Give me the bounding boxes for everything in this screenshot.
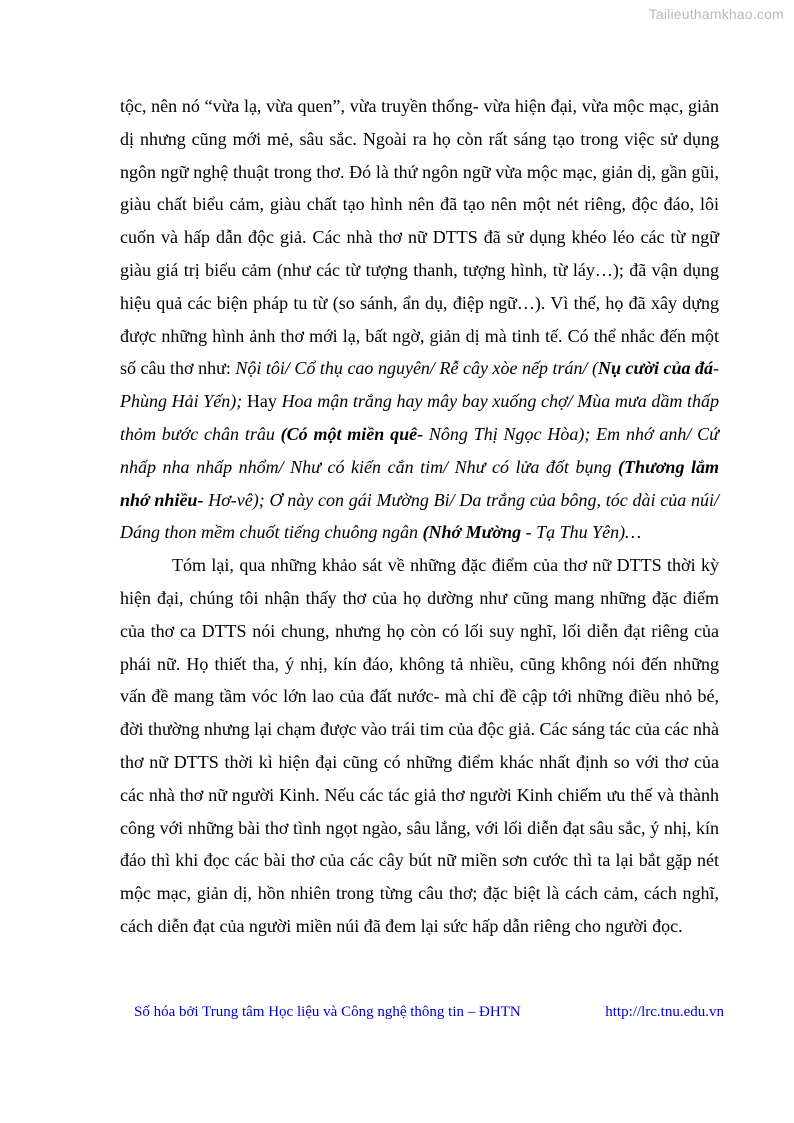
document-body [120,90,719,943]
text-run: Nội tôi/ Cổ thụ cao nguyên/ Rễ cây xòe nếp trán/ ( [235,358,598,379]
text-run: - Tạ Thu Yên)… [521,522,642,543]
watermark: Tailieuthamkhao.com [648,6,784,22]
text-run: Nông Thị Ngọc Hòa); Em nhớ anh/ Cứ nhấp nha nhấp nhổm/ Như có kiến cắn tim/ Như có lửa đốt bụng [120,423,719,477]
footer-source: Số hóa bởi Trung tâm Học liệu và Công nghệ thông tin – ĐHTN [134,1004,521,1020]
text-run: (Thương lắm nhớ nhiều- [120,456,719,510]
text-run: Hay [242,391,282,412]
text-run: (Có một miền quê- [280,423,424,444]
text-run: Nụ cười của đá [597,358,713,379]
footer-url[interactable]: http://lrc.tnu.edu.vn [605,1004,724,1020]
text-run: Hơ-vê); Ơ này con gái Mường Bi/ Da trắng của bông, tóc dài của núi/ Dáng thon mềm chuốt tiếng chuông ngân [120,489,720,543]
text-run: Hoa mận trắng hay mây bay xuống chợ/ Mùa mưa dầm thấp thỏm bước chân trâu [120,391,719,444]
text-run: - Phùng Hải Yến); [120,358,719,412]
text-run: Tóm lại, qua những khảo sát về những đặc điểm của thơ nữ DTTS thời kỳ hiện đại, chúng tôi nhận thấy thơ của họ dường như cũng mang những đặc điểm của thơ ca DTTS nói chung, nhưng họ còn có lối suy nghĩ, lối diễn đạt riêng của phái nữ. Họ thiết tha, ý nhị, kín đáo, không tả nhiều, cũng không nói đến những vấn đề mang tầm vóc lớn lao của đất nước- mà chỉ đề cập tới những điều nhỏ bé, đời thường nhưng lại chạm được vào trái tim của độc giả. Các sáng tác của các nhà thơ nữ DTTS thời kì hiện đại cũng có những điểm khác nhất định so với thơ của các nhà thơ nữ người Kinh. Nếu các tác giả thơ người Kinh chiếm ưu thế và thành công với những bài thơ tình ngọt ngào, sâu lắng, với lối diễn đạt sâu sắc, ý nhị, kín đáo thì khi đọc các bài thơ của các cây bút nữ miền sơn cước thì ta lại bắt gặp nét mộc mạc, giản dị, hồn nhiên trong từng câu thơ; đặc biệt là cách cảm, cách nghĩ, cách diễn đạt của người miền núi đã đem lại sức hấp dẫn riêng cho người đọc. [120,555,719,936]
text-run: (Nhớ Mường [422,522,522,543]
page-footer [134,1004,724,1021]
text-run: tộc, nên nó “vừa lạ, vừa quen”, vừa truyền thống- vừa hiện đại, vừa mộc mạc, giản dị nhưng cũng mới mẻ, sâu sắc. Ngoài ra họ còn rất sáng tạo trong việc sử dụng ngôn ngữ nghệ thuật trong thơ. Đó là thứ ngôn ngữ vừa mộc mạc, giản dị, gần gũi, giàu chất biểu cảm, giàu chất tạo hình nên đã tạo nên một nét riêng, độc đáo, lôi cuốn và hấp dẫn độc giả. Các nhà thơ nữ DTTS đã sử dụng khéo léo các từ ngữ giàu giá trị biểu cảm (như các từ tượng thanh, tượng hình, từ láy…); đã vận dụng hiệu quả các biện pháp tu từ (so sánh, ẩn dụ, điệp ngữ…). Vì thế, họ đã xây dựng được những hình ảnh thơ mới lạ, bất ngờ, giản dị mà tinh tế. Có thể nhắc đến một số câu thơ như: [120,96,719,379]
paragraph [120,90,719,549]
paragraph [120,549,719,943]
